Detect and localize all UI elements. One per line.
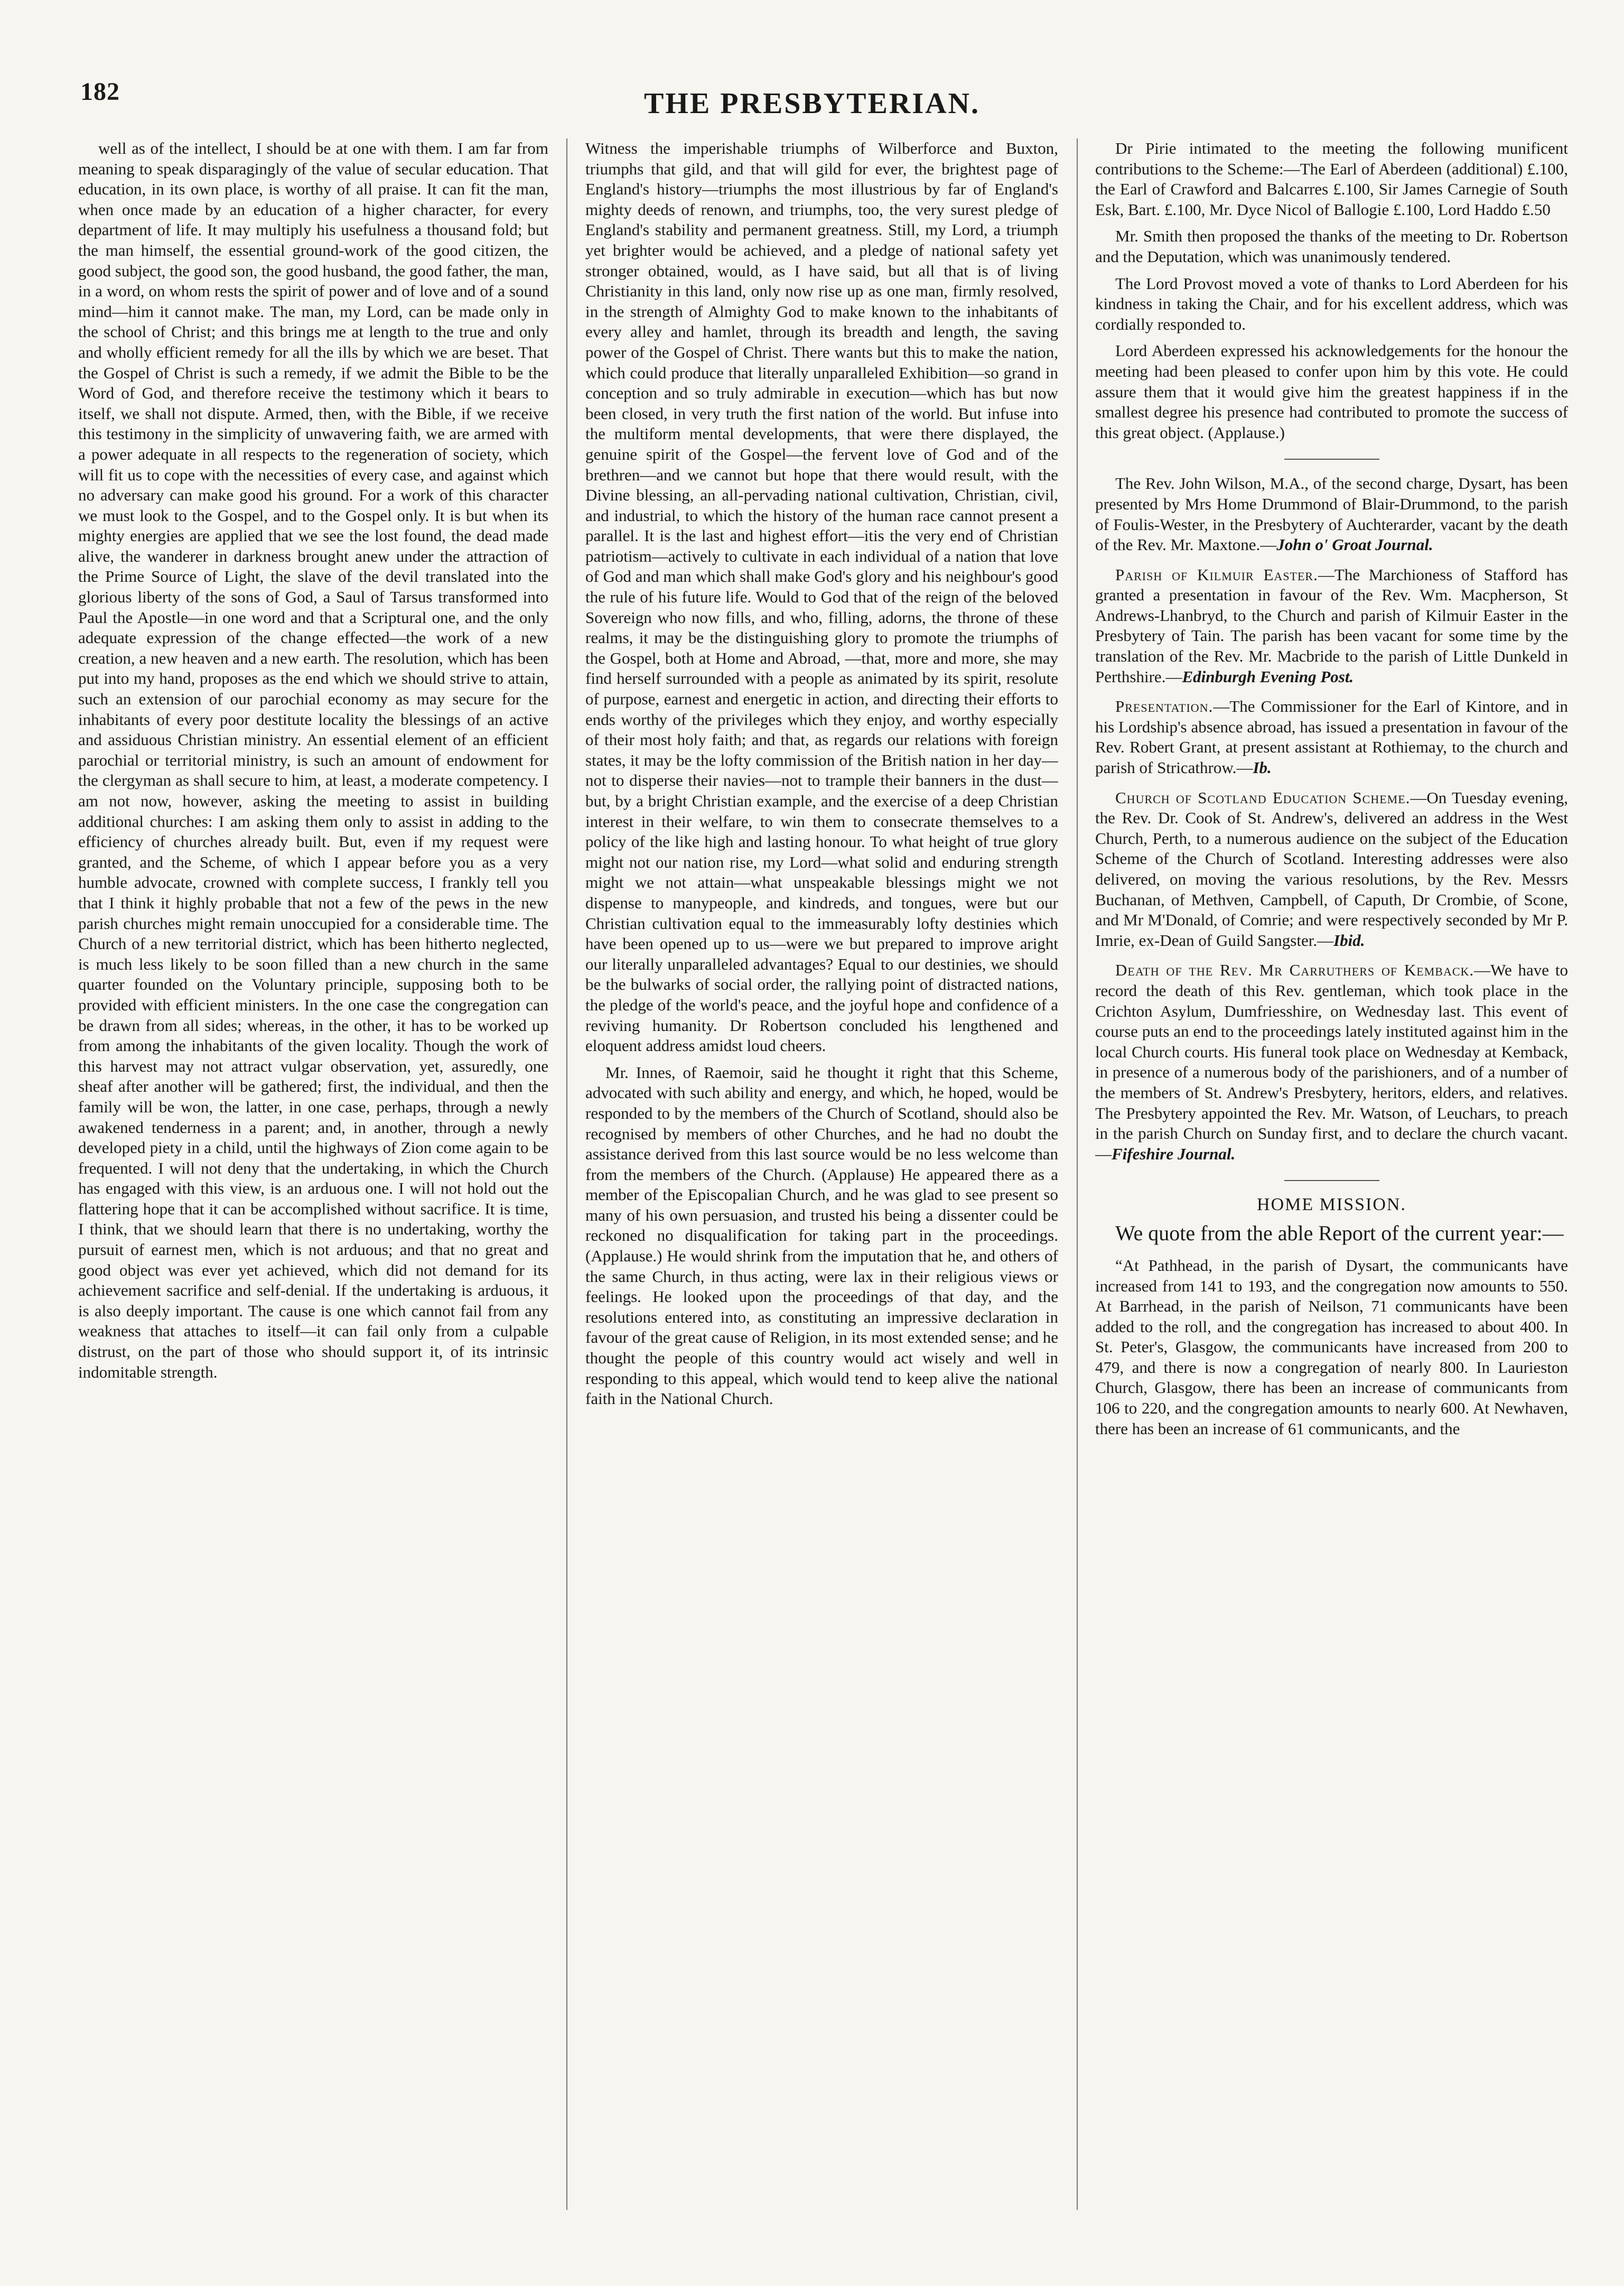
news-item-wilson — [1095, 473, 1568, 555]
news-item-kilmuir — [1095, 565, 1568, 687]
news-item-education — [1095, 788, 1568, 951]
item-source: Fifeshire Journal. — [1112, 1144, 1236, 1163]
item-text: —The Commissioner for the Earl of Kintore, and in his Lordship's absence abroad, has issued a presentation in favour of the Rev. Robert Grant, at present assistant at Rothiemay, to the church and parish of Stricathrow.— — [1095, 697, 1568, 777]
section-divider — [1284, 1180, 1379, 1181]
news-item-presentation — [1095, 696, 1568, 778]
column-rule — [1077, 138, 1078, 2210]
section-title: HOME MISSION. — [1257, 1195, 1406, 1215]
item-heading: Church of Scotland Education Scheme. — [1115, 788, 1411, 807]
item-source: Edinburgh Evening Post. — [1182, 667, 1354, 686]
item-heading: Parish of Kilmuir Easter. — [1115, 565, 1318, 584]
column-rule — [566, 138, 567, 2210]
news-item-death — [1095, 960, 1568, 1164]
item-source: John o' Groat Journal. — [1276, 535, 1433, 554]
column-right — [1095, 138, 1568, 2215]
item-heading: Death of the Rev. Mr Carruthers of Kemback. — [1115, 961, 1474, 980]
page-number: 182 — [80, 78, 120, 106]
item-text: The Rev. John Wilson, M.A., of the second charge, Dysart, has been presented by Mrs Home Drummond of Blair-Drummond, to the parish of Foulis-Wester, in the Presbytery of Auchterarder, vacant by the death of the Rev. Mr. Maxtone.— — [1095, 474, 1568, 554]
column-left — [78, 138, 548, 2215]
acknowledgement-paragraph: Lord Aberdeen expressed his acknowledgements for the honour the meeting had been pleased to confer upon him by this vote. He could assure them that it would give him the greatest happiness if in the smallest degree his presence had contributed to promote the success of this great object. (Applause.) — [1095, 341, 1568, 442]
item-text: —On Tuesday evening, the Rev. Dr. Cook of St. Andrew's, delivered an address in the West Church, Perth, to a numerous audience on the subject of the Education Scheme of the Church of Scotland. Interesting addresses were also delivered, on moving the various resolutions, by the Rev. Messrs Buchanan, of Methven, Campbell, of Caputh, Dr Crombie, of Scone, and Mr M'Donald, of Comrie; and were respectively seconded by Mr P. Imrie, ex-Dean of Guild Sangster.— — [1095, 788, 1568, 950]
section-lead: We quote from the able Report of the current year:— — [1115, 1221, 1564, 1245]
item-heading: Presentation. — [1115, 697, 1214, 716]
thanks-paragraph: Mr. Smith then proposed the thanks of the meeting to Dr. Robertson and the Deputation, which was unanimously tendered. — [1095, 227, 1568, 266]
item-text: —We have to record the death of this Rev. gentleman, which took place in the Crichton Asylum, Dumfriesshire, on Wednesday last. This event of course puts an end to the proceedings lately instituted against him in the local Church courts. His funeral took place on Wednesday at Kemback, in presence of a numerous body of the parishioners, and of a number of the members of St. Andrew's Presbytery, heritors, elders, and relatives. The Presbytery appointed the Rev. Mr. Watson, of Leuchars, to preach in the parish Church on Sunday first, and to declare the church vacant.— — [1095, 961, 1568, 1163]
article-paragraph: Mr. Innes, of Raemoir, said he thought it right that this Scheme, advocated with such ability and energy, and which, he hoped, would be responded to by the members of the Church of Scotland, should also be recognised by members of other Churches, and he had no doubt the assistance derived from this last source would be no less welcome than from the members of the Church. (Applause) He appeared there as a member of the Episcopalian Church, and he was glad to see present so many of his own persuasion, and trusted his being a dissenter could be reckoned no disqualification for taking part in the proceedings. (Applause.) He would shrink from the imputation that he, and others of the same Church, in thus acting, were lax in their religious views or feelings. He looked upon the proceedings of that day, and the resolutions entered into, as constituting an impressive declaration in favour of the great cause of Religion, in its most extended sense; and he thought the people of this country would act wisely and well in responding to this appeal, which would tend to keep alive the national faith in the National Church. — [585, 1063, 1058, 1408]
report-quote: “At Pathhead, in the parish of Dysart, the communicants have increased from 141 to 193, and the congregation now amounts to 550. At Barrhead, in the parish of Neilson, 71 communicants have been added to the roll, and the congregation has increased to about 400. In St. Peter's, Glasgow, the communicants have increased from 200 to 479, and there is now a congregation of nearly 800. In Laurieston Church, Glasgow, there has been an increase of communicants from 106 to 220, and the congregation amounts to nearly 600. At Newhaven, there has been an increase of 61 communicants, and the — [1095, 1256, 1568, 1438]
vote-paragraph: The Lord Provost moved a vote of thanks to Lord Aberdeen for his kindness in taking the Chair, and for his excellent address, which was cordially responded to. — [1095, 274, 1568, 333]
article-paragraph: well as of the intellect, I should be at one with them. I am far from meaning to speak disparagingly of the value of secular education. That education, in its own place, is worthy of all praise. It can fit the man, when once made by an education of a higher character, for every department of life. It may multiply his usefulness a thousand fold; but the man himself, the essential ground-work of the good citizen, the good subject, the good son, the good husband, the good father, the man, in a word, on whom rests the spirit of power and of love and of a sound mind—him it cannot make. The man, my Lord, can be made only in the school of Christ; and this brings me at length to the true and only and wholly efficient remedy for all the ills by which we are beset. That the Gospel of Christ is such a remedy, if we admit the Bible to be the Word of God, and therefore receive the testimony which it bears to itself, we shall not dispute. Armed, then, with the Bible, if we receive this testimony in the simplicity of unwavering faith, we are armed with a power adequate in all respects to the regeneration of society, which will fit us to cope with the necessities of every case, and against which no adversary can make good his ground. For a work of this character we must look to the Gospel, and to the Gospel only. It is but when its mighty energies are applied that we see the lost found, the dead made alive, the wanderer in darkness brought anew under the attraction of the Prime Source of Light, the slave of the devil translated into the glorious liberty of the sons of God, a Saul of Tarsus transformed into Paul the Apostle—in one word and that a Scriptural one, and the only adequate expression of the change effected—the work of a new creation, a new heaven and a new earth. The resolution, which has been put into my hand, proposes as the end which we should strive to attain, such an extension of our parochial economy as may secure for the inhabitants of every poor destitute locality the blessings of an active and assiduous Christian ministry. An essential element of an efficient parochial or territorial ministry, is such an amount of endowment for the clergyman as shall secure to him, at least, a moderate competency. I am not now, however, asking the meeting to assist in building additional churches: I am asking them only to assist in adding to the efficiency of churches already built. But, even if my request were granted, and the Scheme, of which I appear before you as a very humble advocate, crowned with complete success, I frankly tell you that I think it highly probable that not a few of the pews in the new parish churches might remain unoccupied for a considerable time. The Church of a new territorial district, which has been hitherto neglected, is much less likely to be soon filled than a new church in the same quarter founded on the Voluntary principle, supposing both to be provided with efficient ministers. In the one case the congregation can be drawn from all sides; whereas, in the other, it has to be worked up from among the inhabitants of the given locality. Though the work of this harvest may not attract vulgar observation, yet, assuredly, one sheaf after another will be gathered; first, the individual, and then the family will be won, the latter, in one case, perhaps, through a newly awakened tenderness in a parent; and, in another, through a newly developed piety in a child, until the highways of Zion come again to be frequented. I will not deny that the undertaking, in which the Church has engaged with this view, is an arduous one. I will not hold out the flattering hope that it can be accomplished without sacrifice. It is time, I think, that we should learn that there is no undertaking, worthy the pursuit of earnest men, which is not arduous; and that no great and good object was ever yet achieved, which did not demand for its achievement sacrifice and self-denial. If the undertaking is arduous, it is also deeply important. The cause is one which cannot fail from any weakness that attaches to itself—it can fail only from a culpable distrust, on the part of those who should support it, of its intrinsic indomitable strength. — [78, 139, 548, 1381]
section-divider — [1284, 459, 1379, 460]
running-title: THE PRESBYTERIAN. — [643, 87, 981, 120]
contributions-paragraph: Dr Pirie intimated to the meeting the following munificent contributions to the Scheme:—The Earl of Aberdeen (additional) £.100, the Earl of Crawford and Balcarres £.100, Sir James Carnegie of South Esk, Bart. £.100, Mr. Dyce Nicol of Ballogie £.100, Lord Haddo £.50 — [1095, 139, 1568, 219]
article-paragraph: Witness the imperishable triumphs of Wilberforce and Buxton, triumphs that gild, and that will gild for ever, the brightest page of England's history—triumphs the most illustrious by far of England's mighty deeds of renown, and triumphs, too, the very surest pledge of England's stability and permanent greatness. Still, my Lord, a triumph yet brighter would be achieved, and a pledge of national safety yet stronger obtained, would, as I have said, but all that is of living Christianity in this land, only now rise up as one man, firmly resolved, in the strength of Almighty God to make known to the inhabitants of every alley and hamlet, through its breadth and length, the saving power of the Gospel of Christ. There wants but this to make the nation, which could produce that literally unparalleled Exhibition—so grand in conception and so truly admirable in execution—which has but now been closed, in very truth the first nation of the world. But infuse into the multiform mental developments, that were there displayed, the genuine spirit of the Gospel—the fervent love of God and of the brethren—and we cannot but hope that there would result, with the Divine blessing, an all-pervading national cultivation, Christian, civil, and industrial, to which the history of the human race cannot present a parallel. It is the last and highest effort—itis the very end of Christian patriotism—actively to cultivate in each individual of a nation that love of God and man which shall make God's glory and his neighbour's good the rule of his future life. Would to God that of the reign of the beloved Sovereign who now fills, and who, filling, adorns, the throne of these realms, it may be the distinguishing glory to promote the triumphs of the Gospel, both at Home and Abroad, —that, more and more, she may find herself surrounded with a people as animated by its spirit, resolute of purpose, earnest and energetic in action, and directing their efforts to ends worthy of the privileges which they enjoy, and worthy especially of their most holy faith; and that, as regards our relations with foreign states, it may be the lofty commission of the British nation in her day—not to disperse their navies—not to trample their banners in the dust—but, by a bright Christian example, and the exercise of a deep Christian interest in their welfare, to win them to consecrate themselves to a policy of the like high and lasting honour. To what height of true glory might not our nation rise, my Lord—what solid and enduring strength might we not attain—what unspeakable blessings might we not dispense to manypeople, and kindreds, and tongues, were but our Christian cultivation equal to the immeasurably lofty destinies which have been opened up to us—were we but prepared to improve aright our literally unparalleled advantages? Equal to our destinies, we should be the bulwarks of social order, the rallying point of distracted nations, the pledge of the world's peace, and the joyful hope and confidence of a reviving humanity. Dr Robertson concluded his lengthened and eloquent address amidst loud cheers. — [585, 139, 1058, 1055]
column-middle — [585, 138, 1058, 2215]
item-text: —The Marchioness of Stafford has granted a presentation in favour of the Rev. Wm. Macpherson, St Andrews-Lhanbryd, to the Church and parish of Kilmuir Easter in the Presbytery of Tain. The parish has been vacant for some time by the translation of the Rev. Mr. Macbride to the parish of Little Dunkeld in Perthshire.— — [1095, 565, 1568, 686]
item-source: Ib. — [1253, 758, 1272, 777]
item-source: Ibid. — [1333, 931, 1365, 950]
